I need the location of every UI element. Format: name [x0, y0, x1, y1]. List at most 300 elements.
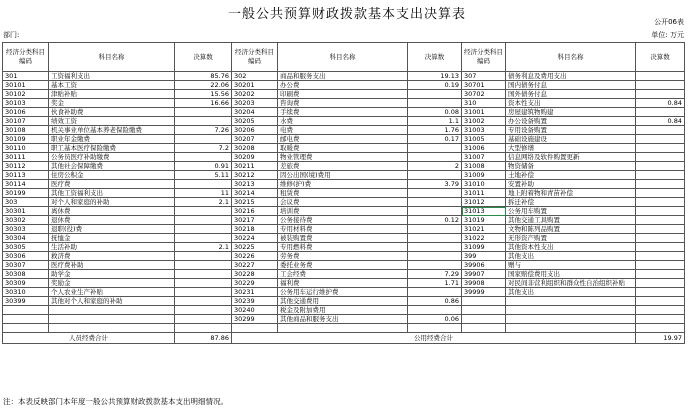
name-cell	[49, 324, 175, 333]
code-cell: 30305	[3, 243, 49, 252]
amount-cell	[636, 90, 685, 99]
name-cell: 医疗费	[49, 180, 175, 189]
name-cell: 个人农业生产补贴	[49, 288, 175, 297]
name-cell: 国内债务付息	[506, 81, 636, 90]
name-cell: 助学金	[49, 270, 175, 279]
name-cell	[49, 306, 175, 315]
code-cell: 39906	[462, 261, 506, 270]
code-cell: 30201	[232, 81, 278, 90]
name-cell: 对个人和家庭的补助	[49, 198, 175, 207]
amount-cell	[408, 306, 462, 315]
name-cell	[506, 324, 636, 333]
code-cell: 30399	[3, 297, 49, 306]
code-cell: 30217	[232, 216, 278, 225]
name-cell: 赠与	[506, 261, 636, 270]
code-cell: 30101	[3, 81, 49, 90]
name-cell	[278, 324, 408, 333]
amount-cell: 1.76	[408, 126, 462, 135]
code-cell: 31008	[462, 162, 506, 171]
code-cell: 30214	[232, 189, 278, 198]
amount-cell	[408, 207, 462, 216]
amount-cell: 0.91	[175, 162, 232, 171]
name-cell: 职业年金缴费	[49, 135, 175, 144]
amount-cell: 2	[408, 162, 462, 171]
code-cell: 30227	[232, 261, 278, 270]
form-number: 公开06表	[654, 18, 684, 26]
amount-cell	[175, 315, 232, 324]
amount-cell: 7.29	[408, 270, 462, 279]
code-cell: 399	[462, 252, 506, 261]
col-header-code: 经济分类科目编码	[462, 43, 506, 72]
amount-cell	[175, 207, 232, 216]
name-cell: 其他对个人和家庭的补助	[49, 297, 175, 306]
amount-cell	[636, 135, 685, 144]
code-cell: 302	[232, 72, 278, 81]
code-cell: 30211	[232, 162, 278, 171]
table-row	[3, 153, 685, 162]
code-cell: 30240	[232, 306, 278, 315]
code-cell: 30110	[3, 144, 49, 153]
table-row	[3, 198, 685, 207]
name-cell: 办公费	[278, 81, 408, 90]
name-cell: 国家赔偿费用支出	[506, 270, 636, 279]
name-cell: 物资储备	[506, 162, 636, 171]
name-cell: 其他交通费用	[278, 297, 408, 306]
amount-cell	[636, 171, 685, 180]
code-cell: 30310	[3, 288, 49, 297]
code-cell: 30308	[3, 270, 49, 279]
code-cell: 30224	[232, 234, 278, 243]
code-cell: 39907	[462, 270, 506, 279]
amount-cell	[636, 216, 685, 225]
col-header-amount: 决算数	[408, 43, 462, 72]
name-cell: 差旅费	[278, 162, 408, 171]
name-cell: 退休费	[49, 216, 175, 225]
amount-cell: 0.17	[408, 135, 462, 144]
code-cell: 30309	[3, 279, 49, 288]
name-cell: 住房公积金	[49, 171, 175, 180]
amount-cell	[408, 243, 462, 252]
amount-cell: 85.76	[175, 72, 232, 81]
amount-cell	[636, 189, 685, 198]
col-header-name: 科目名称	[49, 43, 175, 72]
name-cell: 维修(护)费	[278, 180, 408, 189]
col-header-amount: 决算数	[175, 43, 232, 72]
personnel-total-value: 87.86	[175, 333, 232, 344]
table-row	[3, 90, 685, 99]
code-cell: 310	[462, 99, 506, 108]
code-cell: 31007	[462, 153, 506, 162]
amount-cell	[636, 324, 685, 333]
amount-cell	[636, 252, 685, 261]
code-cell: 30108	[3, 126, 49, 135]
name-cell: 专用燃料费	[278, 243, 408, 252]
code-cell: 30299	[232, 315, 278, 324]
name-cell: 委托业务费	[278, 261, 408, 270]
amount-cell	[636, 288, 685, 297]
footnote: 注：本表反映部门本年度一般公共预算财政拨款基本支出明细情况。	[3, 397, 228, 406]
code-cell: 30113	[3, 171, 49, 180]
name-cell: 职工基本医疗保险缴费	[49, 144, 175, 153]
name-cell: 工资福利支出	[49, 72, 175, 81]
amount-cell: 0.84	[636, 117, 685, 126]
table-row	[3, 207, 685, 216]
amount-cell	[636, 126, 685, 135]
amount-cell: 0.08	[408, 108, 462, 117]
name-cell	[506, 306, 636, 315]
name-cell: 退职(役)费	[49, 225, 175, 234]
public-total-label: 公用经费合计	[232, 333, 636, 344]
name-cell: 对民间非营利组织和群众性自治组织补贴	[506, 279, 636, 288]
code-cell: 31001	[462, 108, 506, 117]
name-cell: 信息网络及软件购置更新	[506, 153, 636, 162]
name-cell: 其他交通工具购置	[506, 216, 636, 225]
name-cell: 资本性支出	[506, 99, 636, 108]
amount-cell	[175, 297, 232, 306]
amount-cell: 0.84	[636, 99, 685, 108]
code-cell: 30207	[232, 135, 278, 144]
unit-label: 单位: 万元	[651, 31, 684, 39]
amount-cell: 1.1	[408, 117, 462, 126]
col-header-amount: 决算数	[636, 43, 685, 72]
table-row	[3, 315, 685, 324]
code-cell: 31010	[462, 180, 506, 189]
code-cell: 30209	[232, 153, 278, 162]
table-row	[3, 324, 685, 333]
table-body	[3, 72, 685, 333]
code-cell: 30228	[232, 270, 278, 279]
name-cell: 债务利息及费用支出	[506, 72, 636, 81]
name-cell: 土地补偿	[506, 171, 636, 180]
table-row	[3, 261, 685, 270]
table-row	[3, 171, 685, 180]
amount-cell	[175, 225, 232, 234]
table-row	[3, 297, 685, 306]
amount-cell	[175, 234, 232, 243]
table-row	[3, 117, 685, 126]
header-row	[3, 43, 685, 72]
name-cell: 水费	[278, 117, 408, 126]
code-cell: 30226	[232, 252, 278, 261]
amount-cell: 1.71	[408, 279, 462, 288]
amount-cell	[408, 99, 462, 108]
code-cell	[462, 306, 506, 315]
code-cell: 30208	[232, 144, 278, 153]
name-cell: 其他支出	[506, 252, 636, 261]
name-cell: 公务员医疗补助缴费	[49, 153, 175, 162]
amount-cell: 5.11	[175, 171, 232, 180]
amount-cell	[175, 279, 232, 288]
name-cell: 专用材料费	[278, 225, 408, 234]
amount-cell: 7.26	[175, 126, 232, 135]
name-cell: 其他工资福利支出	[49, 189, 175, 198]
amount-cell	[175, 270, 232, 279]
code-cell: 30103	[3, 99, 49, 108]
name-cell: 会议费	[278, 198, 408, 207]
code-cell: 31005	[462, 135, 506, 144]
amount-cell	[408, 189, 462, 198]
amount-cell: 0.06	[408, 315, 462, 324]
amount-cell: 0.12	[408, 216, 462, 225]
name-cell: 房屋建筑物购建	[506, 108, 636, 117]
amount-cell	[408, 153, 462, 162]
code-cell: 39908	[462, 279, 506, 288]
name-cell: 伙食补助费	[49, 108, 175, 117]
amount-cell	[636, 144, 685, 153]
name-cell: 其他商品和服务支出	[278, 315, 408, 324]
code-cell: 303	[3, 198, 49, 207]
code-cell: 30206	[232, 126, 278, 135]
personnel-total-label: 人员经费合计	[3, 333, 175, 344]
name-cell	[49, 315, 175, 324]
name-cell: 取暖费	[278, 144, 408, 153]
amount-cell	[636, 198, 685, 207]
name-cell: 公务接待费	[278, 216, 408, 225]
name-cell: 咨询费	[278, 99, 408, 108]
table-row	[3, 234, 685, 243]
code-cell: 30303	[3, 225, 49, 234]
name-cell: 办公设备购置	[506, 117, 636, 126]
report-title: 一般公共预算财政拨款基本支出决算表	[227, 7, 466, 22]
code-cell: 31013	[462, 207, 506, 216]
amount-cell	[636, 108, 685, 117]
name-cell: 绩效工资	[49, 117, 175, 126]
name-cell: 国外债务付息	[506, 90, 636, 99]
amount-cell	[408, 288, 462, 297]
amount-cell	[636, 72, 685, 81]
name-cell: 医疗费补助	[49, 261, 175, 270]
amount-cell: 2.1	[175, 198, 232, 207]
amount-cell	[175, 135, 232, 144]
code-cell: 30216	[232, 207, 278, 216]
code-cell: 30301	[3, 207, 49, 216]
table-row	[3, 81, 685, 90]
table-row	[3, 180, 685, 189]
name-cell: 安置补助	[506, 180, 636, 189]
name-cell: 公务用车购置	[506, 207, 636, 216]
col-header-name: 科目名称	[506, 43, 636, 72]
amount-cell: 11	[175, 189, 232, 198]
name-cell: 抚恤金	[49, 234, 175, 243]
amount-cell	[175, 180, 232, 189]
table-row	[3, 252, 685, 261]
table-row	[3, 216, 685, 225]
amount-cell: 7.2	[175, 144, 232, 153]
amount-cell	[636, 306, 685, 315]
amount-cell: 16.66	[175, 99, 232, 108]
expenditure-table	[2, 42, 685, 344]
amount-cell: 0.19	[408, 81, 462, 90]
table-row	[3, 99, 685, 108]
code-cell: 30231	[232, 288, 278, 297]
name-cell: 无形资产购置	[506, 234, 636, 243]
code-cell: 30229	[232, 279, 278, 288]
name-cell: 公务用车运行维护费	[278, 288, 408, 297]
amount-cell	[408, 90, 462, 99]
code-cell: 30702	[462, 90, 506, 99]
name-cell: 其他社会保障缴费	[49, 162, 175, 171]
code-cell: 307	[462, 72, 506, 81]
amount-cell	[408, 252, 462, 261]
amount-cell	[175, 117, 232, 126]
name-cell: 培训费	[278, 207, 408, 216]
amount-cell	[636, 225, 685, 234]
table-row	[3, 306, 685, 315]
code-cell: 31003	[462, 126, 506, 135]
amount-cell	[636, 207, 685, 216]
amount-cell	[175, 108, 232, 117]
name-cell: 奖金	[49, 99, 175, 108]
code-cell: 30302	[3, 216, 49, 225]
code-cell: 31019	[462, 216, 506, 225]
code-cell: 30225	[232, 243, 278, 252]
code-cell	[232, 324, 278, 333]
amount-cell	[408, 225, 462, 234]
code-cell: 30215	[232, 198, 278, 207]
amount-cell	[636, 279, 685, 288]
code-cell: 30307	[3, 261, 49, 270]
name-cell: 物业管理费	[278, 153, 408, 162]
name-cell	[506, 315, 636, 324]
code-cell: 30111	[3, 153, 49, 162]
code-cell: 30205	[232, 117, 278, 126]
name-cell: 福利费	[278, 279, 408, 288]
code-cell: 30239	[232, 297, 278, 306]
code-cell: 31099	[462, 243, 506, 252]
name-cell: 其他支出	[506, 288, 636, 297]
code-cell	[3, 315, 49, 324]
name-cell: 被装购置费	[278, 234, 408, 243]
name-cell	[506, 297, 636, 306]
name-cell: 电费	[278, 126, 408, 135]
amount-cell: 22.06	[175, 81, 232, 90]
name-cell: 拆迁补偿	[506, 198, 636, 207]
col-header-code: 经济分类科目编码	[3, 43, 49, 72]
name-cell: 邮电费	[278, 135, 408, 144]
totals-row	[3, 333, 685, 344]
amount-cell	[636, 297, 685, 306]
name-cell: 文物和陈列品购置	[506, 225, 636, 234]
col-header-name: 科目名称	[278, 43, 408, 72]
name-cell: 救济费	[49, 252, 175, 261]
name-cell: 税金及附加费用	[278, 306, 408, 315]
table-row	[3, 279, 685, 288]
name-cell: 大型修缮	[506, 144, 636, 153]
code-cell: 30107	[3, 117, 49, 126]
code-cell: 30203	[232, 99, 278, 108]
code-cell: 31021	[462, 225, 506, 234]
name-cell: 其他资本性支出	[506, 243, 636, 252]
table-row	[3, 72, 685, 81]
code-cell: 30112	[3, 162, 49, 171]
code-cell: 30306	[3, 252, 49, 261]
code-cell: 30114	[3, 180, 49, 189]
code-cell: 31022	[462, 234, 506, 243]
amount-cell	[408, 234, 462, 243]
amount-cell	[408, 198, 462, 207]
amount-cell	[408, 324, 462, 333]
code-cell: 31006	[462, 144, 506, 153]
amount-cell	[408, 171, 462, 180]
code-cell	[3, 306, 49, 315]
table-row	[3, 144, 685, 153]
code-cell	[3, 324, 49, 333]
amount-cell: 3.79	[408, 180, 462, 189]
code-cell: 31002	[462, 117, 506, 126]
amount-cell	[175, 252, 232, 261]
name-cell: 奖励金	[49, 279, 175, 288]
public-total-value: 19.97	[636, 333, 685, 344]
amount-cell	[636, 270, 685, 279]
name-cell: 生活补助	[49, 243, 175, 252]
amount-cell	[636, 234, 685, 243]
name-cell: 工会经费	[278, 270, 408, 279]
amount-cell: 19.13	[408, 72, 462, 81]
table-row	[3, 270, 685, 279]
name-cell: 专用设备购置	[506, 126, 636, 135]
amount-cell	[175, 261, 232, 270]
amount-cell	[408, 261, 462, 270]
code-cell: 301	[3, 72, 49, 81]
code-cell: 30199	[3, 189, 49, 198]
name-cell: 津贴补贴	[49, 90, 175, 99]
code-cell: 30202	[232, 90, 278, 99]
code-cell: 30106	[3, 108, 49, 117]
code-cell: 30304	[3, 234, 49, 243]
amount-cell	[636, 261, 685, 270]
amount-cell: 2.1	[175, 243, 232, 252]
code-cell: 30212	[232, 171, 278, 180]
amount-cell: 0.86	[408, 297, 462, 306]
code-cell: 30102	[3, 90, 49, 99]
name-cell: 租赁费	[278, 189, 408, 198]
table-row	[3, 162, 685, 171]
name-cell: 基本工资	[49, 81, 175, 90]
name-cell: 商品和服务支出	[278, 72, 408, 81]
name-cell: 劳务费	[278, 252, 408, 261]
amount-cell	[636, 162, 685, 171]
code-cell: 30701	[462, 81, 506, 90]
code-cell: 31011	[462, 189, 506, 198]
table-row	[3, 243, 685, 252]
table-row	[3, 288, 685, 297]
amount-cell	[175, 306, 232, 315]
amount-cell	[175, 153, 232, 162]
table-row	[3, 189, 685, 198]
code-cell	[462, 324, 506, 333]
department-label: 部门:	[3, 31, 20, 39]
amount-cell	[636, 81, 685, 90]
amount-cell	[636, 315, 685, 324]
col-header-code: 经济分类科目编码	[232, 43, 278, 72]
code-cell: 30213	[232, 180, 278, 189]
amount-cell	[175, 324, 232, 333]
name-cell: 机关事业单位基本养老保险缴费	[49, 126, 175, 135]
code-cell: 39999	[462, 288, 506, 297]
table-row	[3, 108, 685, 117]
name-cell: 因公出国(境)费用	[278, 171, 408, 180]
name-cell: 地上附着物和青苗补偿	[506, 189, 636, 198]
table-row	[3, 135, 685, 144]
name-cell: 手续费	[278, 108, 408, 117]
amount-cell: 15.56	[175, 90, 232, 99]
amount-cell	[175, 288, 232, 297]
code-cell: 30204	[232, 108, 278, 117]
code-cell: 31012	[462, 198, 506, 207]
code-cell: 30218	[232, 225, 278, 234]
table-row	[3, 126, 685, 135]
amount-cell	[408, 144, 462, 153]
